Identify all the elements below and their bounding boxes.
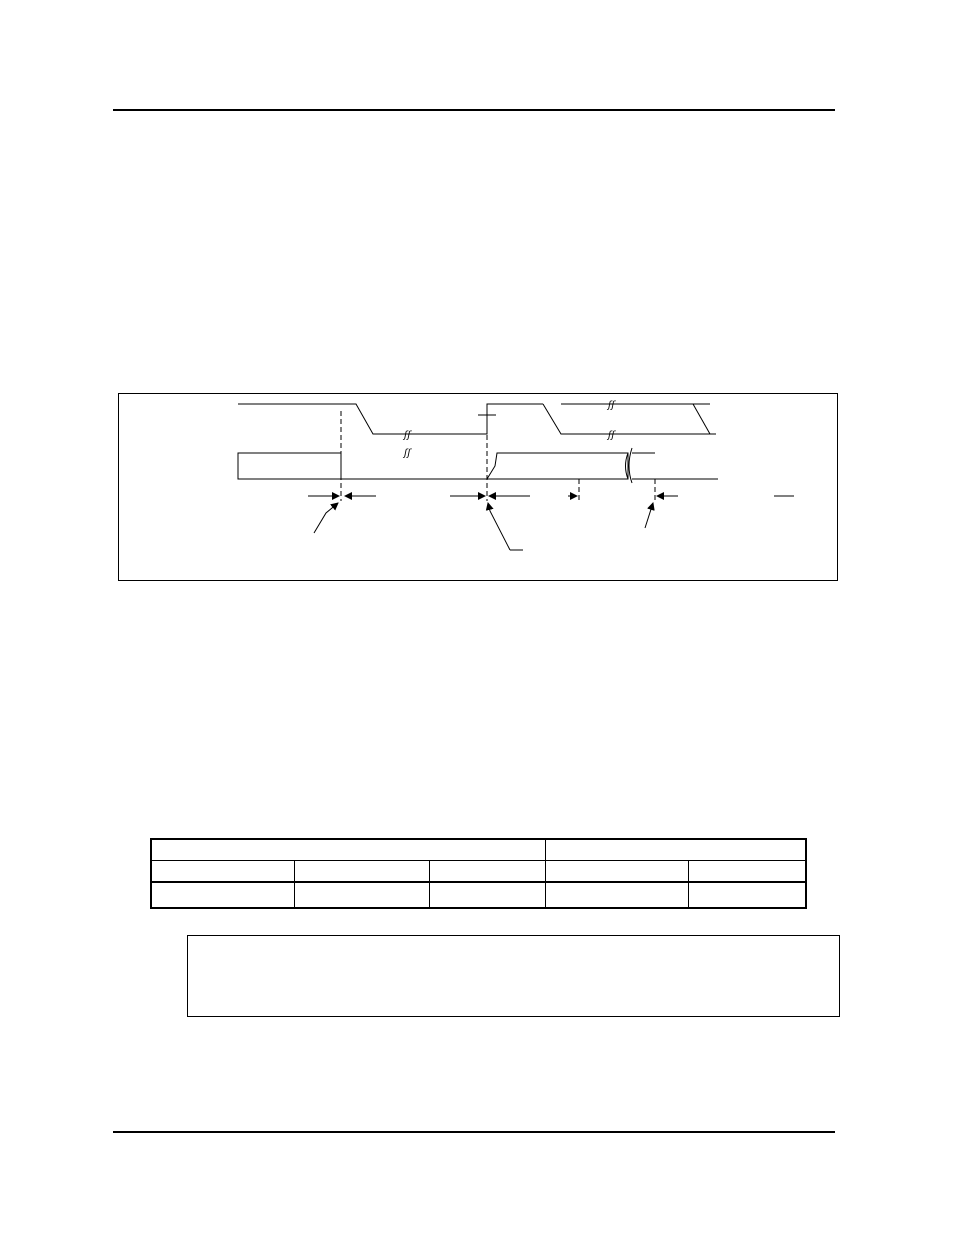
header-rule: [113, 109, 835, 111]
note-box: [187, 935, 840, 1017]
svg-text:ʃʃ: ʃʃ: [404, 448, 411, 459]
table-header-fc1: [295, 861, 430, 883]
table-cell-fc2: [430, 882, 546, 908]
svg-text:ʃʃ: ʃʃ: [608, 400, 615, 411]
table-cell-fc1: [295, 882, 430, 908]
svg-text:ʃʃ: ʃʃ: [608, 430, 615, 441]
table-header-fs: [689, 861, 807, 883]
table-header-wut-1: [151, 861, 295, 883]
table-header-fc2: [430, 861, 546, 883]
table-group-normal1: [151, 839, 546, 861]
timing-diagram: [118, 393, 838, 581]
table-group-slow: [546, 839, 807, 861]
svg-text:ʃʃ: ʃʃ: [404, 430, 411, 441]
table-cell-wut2: [546, 882, 689, 908]
footer-rule: [113, 1131, 835, 1133]
warming-up-table: [150, 838, 807, 909]
table-cell-fs: [689, 882, 807, 908]
table-header-wut-2: [546, 861, 689, 883]
code-block: [327, 270, 787, 386]
table-cell-wut1: [151, 882, 295, 908]
